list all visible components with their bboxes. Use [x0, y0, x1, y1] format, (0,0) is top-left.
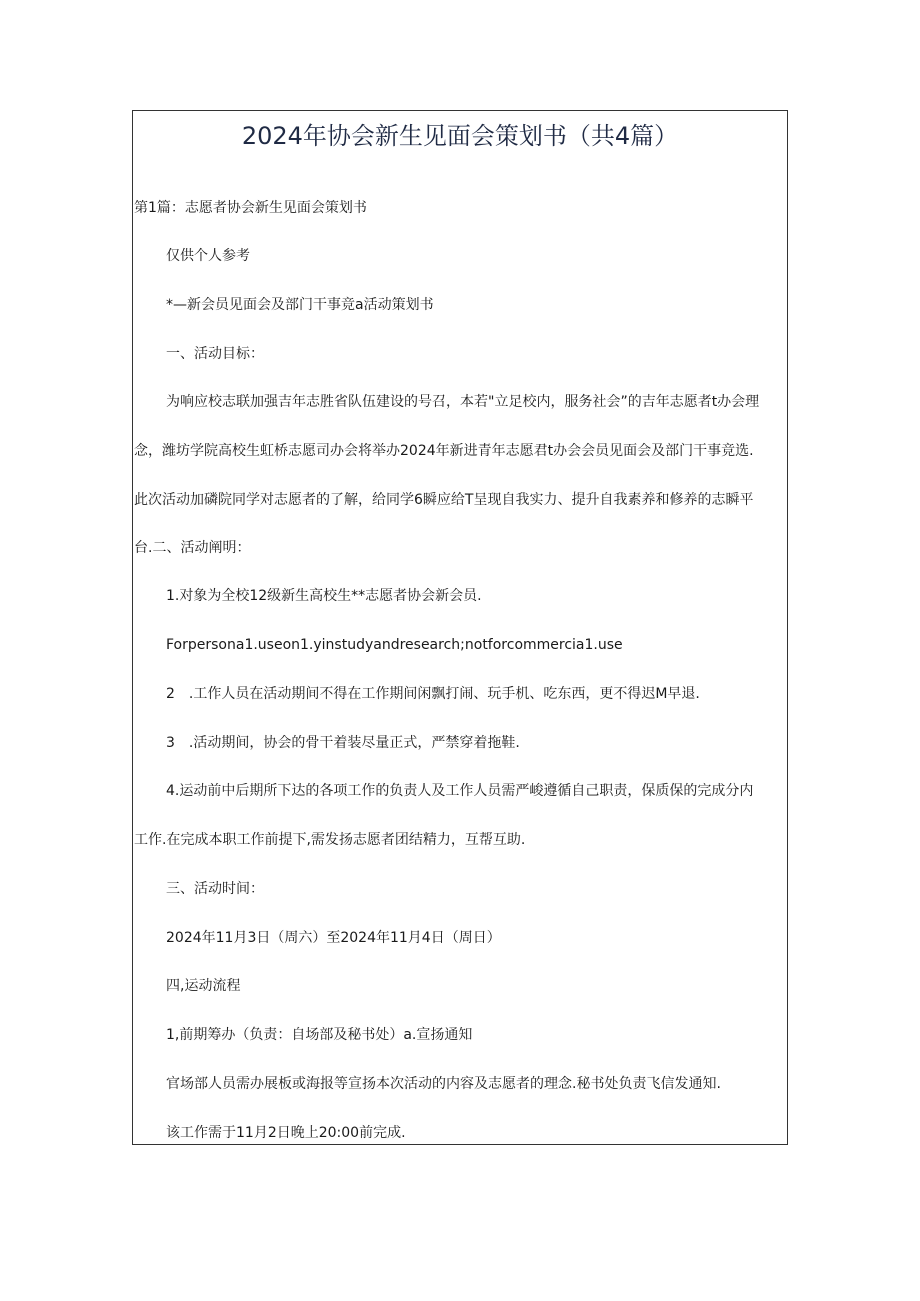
- paragraph: 台.二、活动阐明：: [134, 540, 251, 556]
- paragraph: 1,前期筹办（负责：自场部及秘书处）a.宣扬通知: [166, 1027, 473, 1043]
- paragraph: 4.运动前中后期所下达的各项工作的负责人及工作人员需严峻遵循自己职责，保质保的完成分内: [166, 783, 754, 799]
- paragraph: 一、活动目标：: [166, 346, 264, 362]
- paragraph: 2 .工作人员在活动期间不得在工作期间闲飘打闹、玩手机、吃东西，更不得迟M早退.: [166, 686, 700, 702]
- section-heading: 第1篇：志愿者协会新生见面会策划书: [134, 200, 367, 216]
- paragraph: Forpersona1.useon1.yinstudyandresearch;notforcommercia1.use: [166, 637, 623, 653]
- paragraph: 仅供个人参考: [166, 248, 250, 264]
- paragraph: 为响应校志联加强吉年志胜省队伍建设的号召，本若"立足校内，服务社会”的吉年志愿者t办会理: [166, 394, 760, 410]
- paragraph: 1.对象为全校12级新生高校生**志愿者协会新会员.: [166, 588, 482, 604]
- paragraph: 三、活动时间：: [166, 881, 264, 897]
- paragraph: 工作.在完成本职工作前提下,需发扬志愿者团结精力，互帮互助.: [134, 832, 526, 848]
- paragraph: 3 .活动期间，协会的骨干着装尽量正式，严禁穿着拖鞋.: [166, 735, 520, 751]
- paragraph: 此次活动加磷院同学对志愿者的了解，给同学6瞬应给T呈现自我实力、提升自我素养和修养的志瞬平: [134, 492, 754, 508]
- paragraph: 2024年11月3日（周六）至2024年11月4日（周日）: [166, 930, 501, 946]
- paragraph: 念，潍坊学院高校生虹桥志愿司办会将举办2024年新进青年志愿君t办会会员见面会及部门干事竞选.: [134, 443, 754, 459]
- document-title: 2024年协会新生见面会策划书（共4篇）: [241, 122, 679, 150]
- paragraph: 该工作需于11月2日晚上20:00前完成.: [166, 1125, 406, 1141]
- paragraph: 四,运动流程: [166, 978, 241, 994]
- paragraph: *—新会员见面会及部门干事竞a活动策划书: [166, 297, 434, 313]
- paragraph: 官场部人员需办展板或海报等宣扬本次活动的内容及志愿者的理念.秘书处负责飞信发通知.: [166, 1076, 721, 1092]
